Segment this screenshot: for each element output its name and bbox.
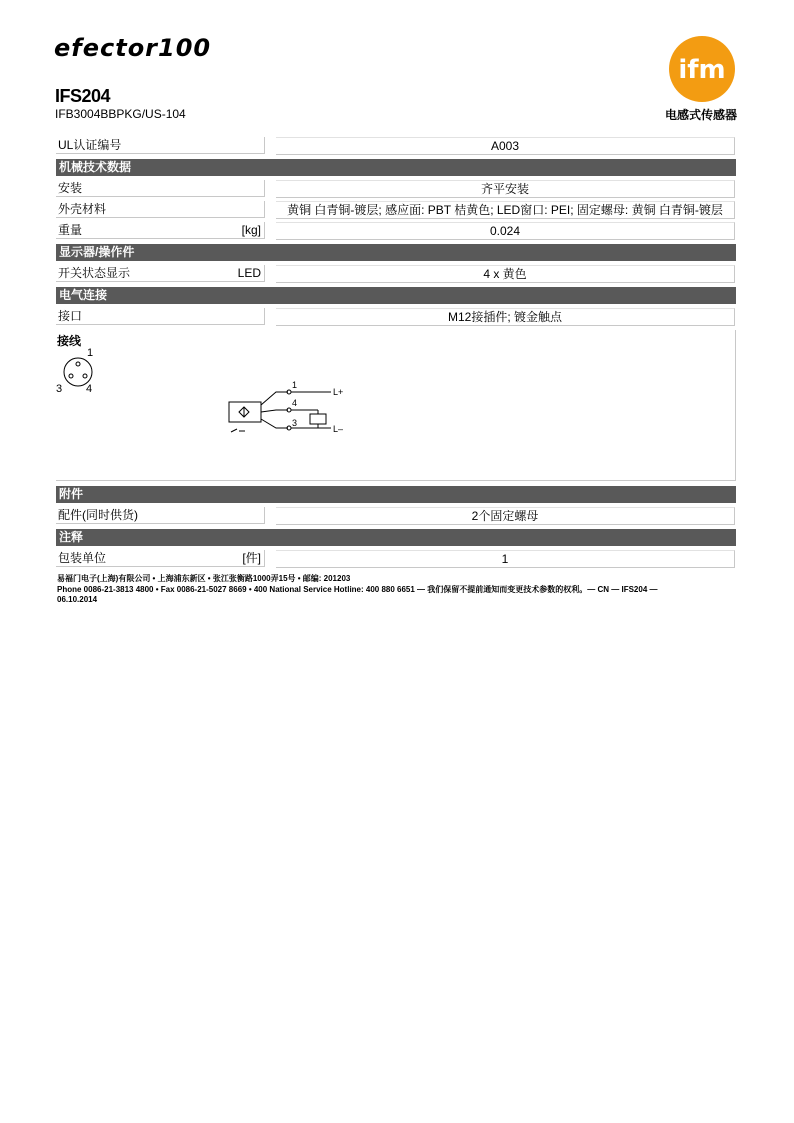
row-port bbox=[56, 308, 736, 325]
section-mechanical: 机械技术数据 bbox=[56, 159, 736, 176]
wiring-diagram bbox=[56, 340, 356, 480]
pin-label: 3 bbox=[56, 383, 63, 395]
row-value: 4 x 黄色 bbox=[276, 265, 735, 283]
ifm-logo bbox=[669, 36, 735, 102]
row-unit: LED bbox=[237, 266, 261, 280]
row-unit: [件] bbox=[242, 551, 261, 565]
wire-label: 1 bbox=[292, 380, 298, 390]
row-label: 安装 bbox=[56, 180, 265, 197]
brand-logo: efector100 bbox=[54, 34, 212, 62]
section-accessories: 附件 bbox=[56, 486, 736, 503]
row-mount bbox=[56, 180, 736, 197]
section-display: 显示器/操作件 bbox=[56, 244, 736, 261]
row-value: M12接插件; 镀金触点 bbox=[276, 308, 735, 326]
ifm-logo-text: ifm bbox=[678, 55, 726, 85]
row-label: 重量 bbox=[56, 222, 265, 239]
sensor-circuit-icon bbox=[229, 390, 331, 432]
section-notes: 注释 bbox=[56, 529, 736, 546]
row-value: 黄铜 白青铜-镀层; 感应面: PBT 桔黄色; LED窗口: PEI; 固定螺母: 黄铜 白青铜-镀层 bbox=[276, 201, 735, 219]
wire-label: L+ bbox=[333, 387, 344, 397]
wire-label: 4 bbox=[292, 398, 298, 408]
section-electrical: 电气连接 bbox=[56, 287, 736, 304]
row-switch-indicator bbox=[56, 265, 736, 282]
pin-label: 1 bbox=[87, 347, 94, 359]
product-code: IFS204 bbox=[55, 86, 111, 106]
row-value: 2个固定螺母 bbox=[276, 507, 735, 525]
footer-date: 06.10.2014 bbox=[57, 595, 98, 604]
row-value: A003 bbox=[276, 137, 735, 155]
product-category: 电感式传感器 bbox=[664, 108, 737, 122]
row-accessories bbox=[56, 507, 736, 524]
wiring-panel bbox=[56, 330, 736, 481]
footer-address: 易福门电子(上海)有限公司 • 上海浦东新区 • 张江张衡路1000弄15号 • 邮编: 201203 bbox=[57, 574, 351, 583]
row-value: 1 bbox=[276, 550, 735, 568]
row-label: 接口 bbox=[56, 308, 265, 325]
row-material bbox=[56, 201, 736, 218]
row-label: 配件(同时供货) bbox=[56, 507, 265, 524]
wire-label: 3 bbox=[292, 418, 298, 428]
footer-contact: Phone 0086-21-3813 4800 • Fax 0086-21-5027 8669 • 400 National Service Hotline: 400 880 6651 — 我们保留不提前通知而变更技术参数的权利。— CN — IFS204 — bbox=[57, 585, 658, 594]
ifm-logo-icon bbox=[669, 36, 735, 102]
article-number: IFB3004BBPKG/US-104 bbox=[55, 107, 186, 121]
row-label: 外壳材料 bbox=[56, 201, 265, 218]
row-weight bbox=[56, 222, 736, 239]
row-value: 0.024 bbox=[276, 222, 735, 240]
row-unit: [kg] bbox=[241, 223, 261, 237]
pin-label: 4 bbox=[86, 383, 93, 395]
wiring-title: 接线 bbox=[57, 334, 82, 348]
wire-label: L– bbox=[333, 424, 344, 434]
row-label: UL认证编号 bbox=[56, 137, 265, 154]
row-value: 齐平安装 bbox=[276, 180, 735, 198]
row-packaging bbox=[56, 550, 736, 567]
row-ul bbox=[56, 137, 736, 154]
row-label: 包装单位 bbox=[56, 550, 265, 567]
connector-pinout-icon bbox=[56, 347, 93, 395]
row-label: 开关状态显示 bbox=[56, 265, 265, 282]
